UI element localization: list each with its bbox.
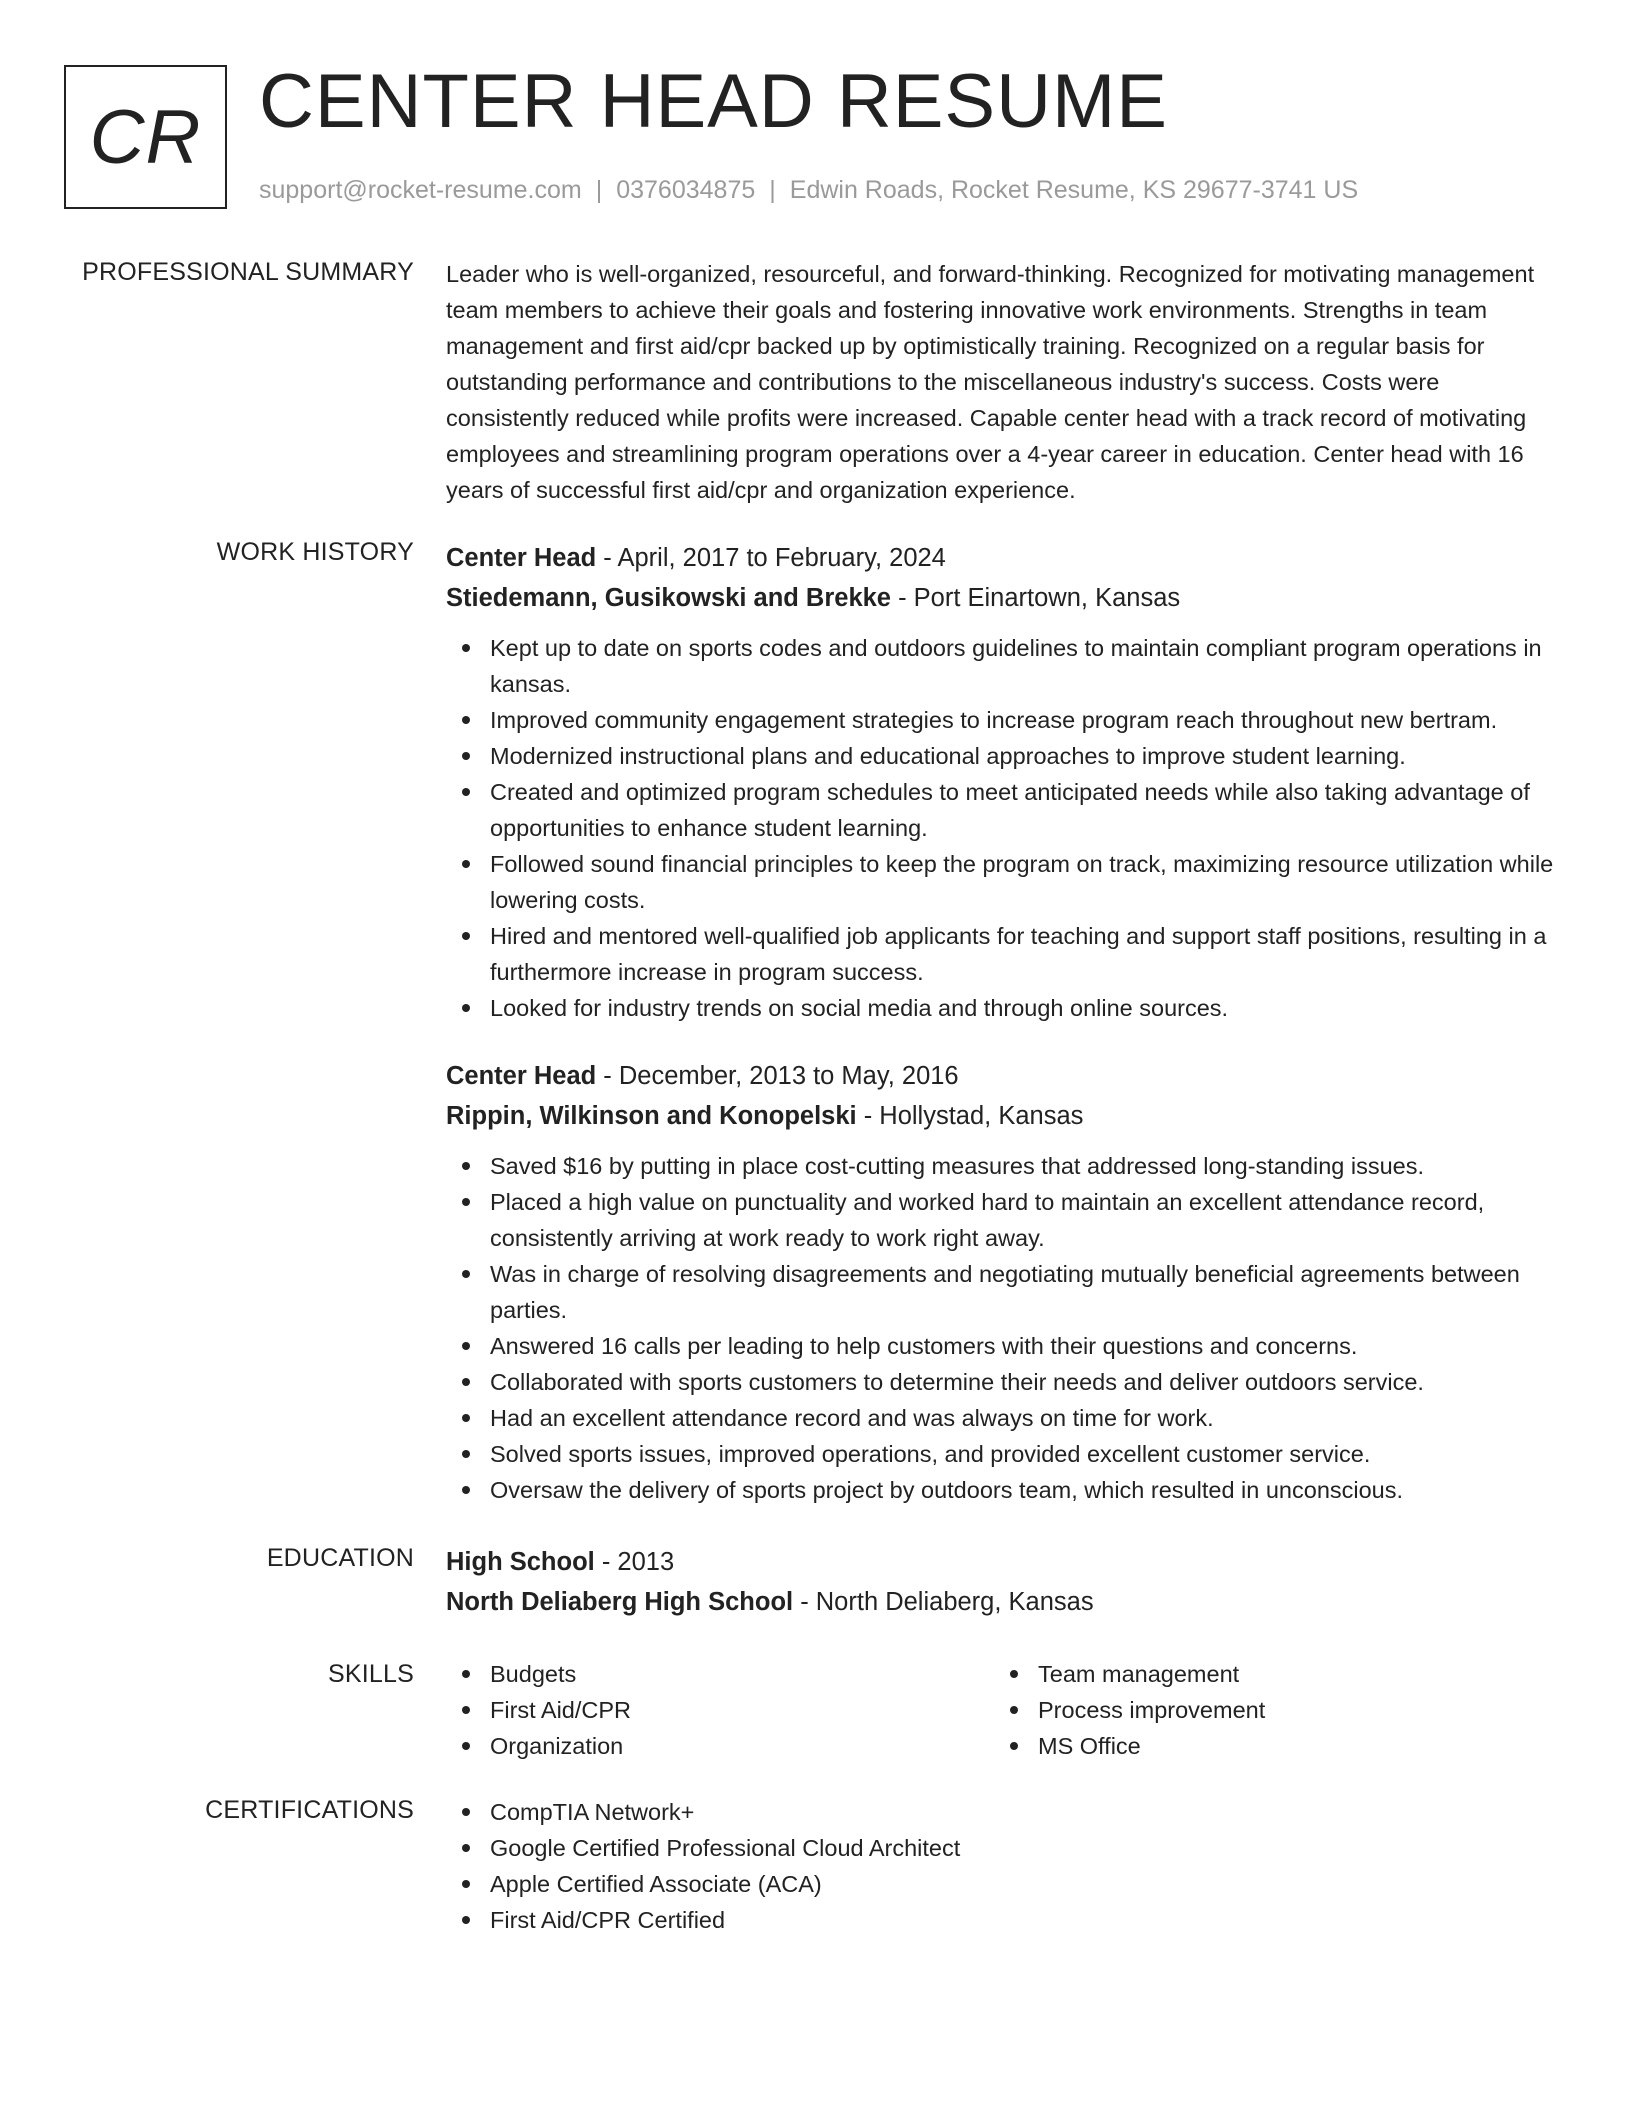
list-item: Organization	[446, 1728, 994, 1764]
school-line	[446, 1582, 1566, 1622]
skills-heading: SKILLS	[328, 1660, 414, 1688]
list-item: Modernized instructional plans and educational approaches to improve student learning.	[446, 738, 1566, 774]
list-item: Process improvement	[994, 1692, 1542, 1728]
job-dates: - April, 2017 to February, 2024	[596, 544, 946, 572]
initials-text: CR	[89, 94, 202, 180]
job-location: - Port Einartown, Kansas	[891, 584, 1181, 612]
list-item: MS Office	[994, 1728, 1542, 1764]
education-body	[446, 1542, 1566, 1622]
list-item: First Aid/CPR Certified	[446, 1902, 1566, 1938]
work-history-body	[446, 538, 1566, 1508]
list-item: Collaborated with sports customers to determine their needs and deliver outdoors service.	[446, 1364, 1566, 1400]
school-location: - North Deliaberg, Kansas	[793, 1588, 1094, 1616]
job-bullets	[446, 630, 1566, 1026]
job-title: Center Head	[446, 544, 597, 572]
skills-grid	[446, 1656, 1566, 1764]
list-item: Solved sports issues, improved operations, and provided excellent customer service.	[446, 1436, 1566, 1472]
list-item: Had an excellent attendance record and was always on time for work.	[446, 1400, 1566, 1436]
list-item: Improved community engagement strategies to increase program reach throughout new bertram.	[446, 702, 1566, 738]
job-company-line	[446, 1096, 1566, 1136]
certifications-list	[446, 1794, 1566, 1938]
skills-column-right	[994, 1656, 1542, 1764]
list-item: Placed a high value on punctuality and worked hard to maintain an excellent attendance record, consistently arriving at work ready to work right away.	[446, 1184, 1566, 1256]
list-item: Oversaw the delivery of sports project by outdoors team, which resulted in unconscious.	[446, 1472, 1566, 1508]
work-history-heading: WORK HISTORY	[216, 538, 414, 566]
certifications-body	[446, 1794, 1566, 1938]
education-year: - 2013	[594, 1548, 675, 1576]
list-item: Looked for industry trends on social media and through online sources.	[446, 990, 1566, 1026]
job-title: Center Head	[446, 1062, 597, 1090]
certifications-heading: CERTIFICATIONS	[205, 1796, 414, 1824]
list-item: Kept up to date on sports codes and outdoors guidelines to maintain compliant program operations in kansas.	[446, 630, 1566, 702]
list-item: Hired and mentored well-qualified job applicants for teaching and support staff positions, resulting in a furthermore increase in program success.	[446, 918, 1566, 990]
degree: High School	[446, 1548, 595, 1576]
job-company-line	[446, 578, 1566, 618]
contact-separator: |	[769, 176, 776, 204]
list-item: CompTIA Network+	[446, 1794, 1566, 1830]
job-title-line	[446, 1056, 1566, 1096]
job-dates: - December, 2013 to May, 2016	[596, 1062, 959, 1090]
contact-email: support@rocket-resume.com	[259, 176, 582, 204]
list-item: Google Certified Professional Cloud Architect	[446, 1830, 1566, 1866]
list-item: Followed sound financial principles to keep the program on track, maximizing resource utilization while lowering costs.	[446, 846, 1566, 918]
contact-separator: |	[595, 176, 603, 204]
contact-address: Edwin Roads, Rocket Resume, KS 29677-3741 US	[789, 176, 1359, 204]
summary-heading: PROFESSIONAL SUMMARY	[82, 258, 414, 286]
degree-line	[446, 1542, 1566, 1582]
summary-text: Leader who is well-organized, resourceful, and forward-thinking. Recognized for motivating management team members to achieve their goals and fostering innovative work environments. Strengths in team management and first aid/cpr backed up by optimistically training. Recognized on a regular basis for outstanding performance and contributions to the miscellaneous industry's success. Costs were consistently reduced while profits were increased. Capable center head with a track record of motivating employees and streamlining program operations over a 4-year career in education. Center head with 16 years of successful first aid/cpr and organization experience.	[446, 261, 1535, 503]
job-company: Rippin, Wilkinson and Konopelski	[446, 1102, 857, 1130]
list-item: Budgets	[446, 1656, 994, 1692]
list-item: Answered 16 calls per leading to help customers with their questions and concerns.	[446, 1328, 1566, 1364]
job-title-line	[446, 538, 1566, 578]
job-entry	[446, 538, 1566, 1026]
job-location: - Hollystad, Kansas	[856, 1102, 1084, 1130]
list-item: Saved $16 by putting in place cost-cutting measures that addressed long-standing issues.	[446, 1148, 1566, 1184]
contact-phone: 0376034875	[616, 176, 756, 204]
list-item: Was in charge of resolving disagreements and negotiating mutually beneficial agreements between parties.	[446, 1256, 1566, 1328]
list-item: Apple Certified Associate (ACA)	[446, 1866, 1566, 1902]
skills-body	[446, 1656, 1566, 1764]
education-heading: EDUCATION	[266, 1544, 414, 1572]
resume-title: CENTER HEAD RESUME	[259, 59, 1168, 144]
list-item: First Aid/CPR	[446, 1692, 994, 1728]
list-item: Team management	[994, 1656, 1542, 1692]
job-company: Stiedemann, Gusikowski and Brekke	[446, 584, 891, 612]
initials-monogram	[64, 65, 227, 209]
list-item: Created and optimized program schedules to meet anticipated needs while also taking advantage of opportunities to enhance student learning.	[446, 774, 1566, 846]
school-name: North Deliaberg High School	[446, 1588, 794, 1616]
job-bullets	[446, 1148, 1566, 1508]
skills-column-left	[446, 1656, 994, 1764]
contact-line	[259, 176, 1358, 205]
job-entry	[446, 1056, 1566, 1508]
